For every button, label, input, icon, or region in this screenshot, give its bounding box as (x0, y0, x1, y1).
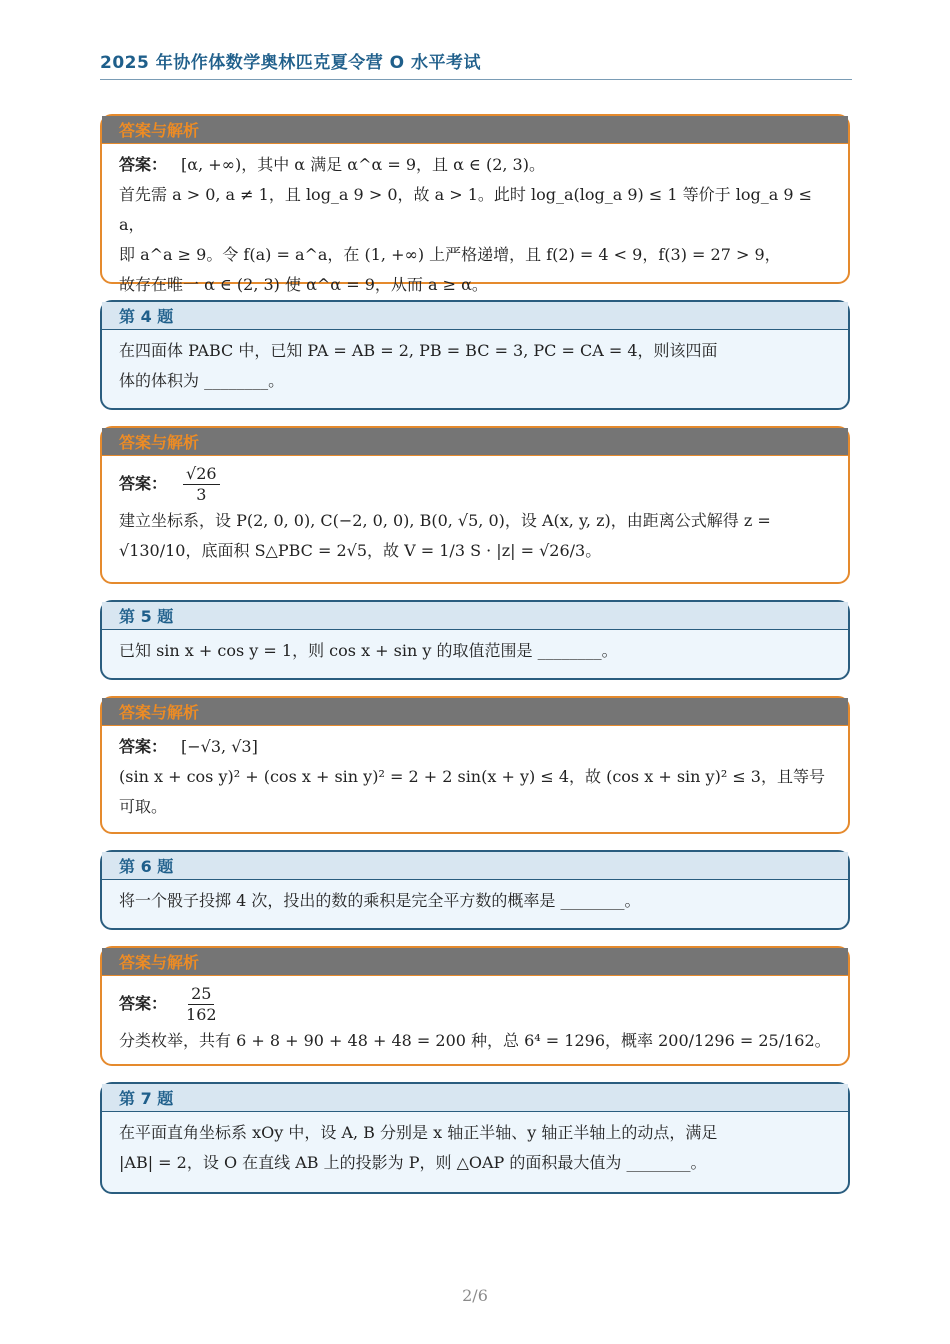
question-box-4 (100, 300, 850, 410)
question-line: 已知 sin x + cos y = 1，则 cos x + sin y 的取值范围是 ________。 (119, 641, 618, 660)
answer-box-q4 (100, 426, 850, 584)
question-title: 第 5 题 (102, 602, 848, 630)
answer-body (102, 726, 848, 830)
answer-box-q6 (100, 946, 850, 1066)
solution-line: 分类枚举，共有 6 + 8 + 90 + 48 + 48 = 200 种，总 6⁴ = 1296，概率 200/1296 = 25/162。 (119, 1031, 831, 1050)
solution-line: 即 a^a ≥ 9。令 f(a) = a^a，在 (1, +∞) 上严格递增，且 f(2) = 4 < 9，f(3) = 27 > 9， (119, 245, 781, 264)
solution-line: 可取。 (119, 797, 168, 816)
solution-line: √130/10，底面积 S△PBC = 2√5，故 V = 1/3 S · |z| = √26/3。 (119, 541, 602, 560)
question-title: 第 4 题 (102, 302, 848, 330)
fraction-numerator: √26 (183, 464, 220, 485)
answer-line (119, 732, 831, 762)
question-box-7 (100, 1082, 850, 1194)
answer-body (102, 976, 848, 1064)
answer-label: 答案： (119, 155, 168, 174)
question-line: 将一个骰子投掷 4 次，投出的数的乘积是完全平方数的概率是 ________。 (119, 891, 641, 910)
question-title: 第 7 题 (102, 1084, 848, 1112)
question-body (102, 630, 848, 674)
fraction-denominator: 3 (196, 485, 207, 504)
answer-line (119, 150, 831, 180)
question-line: 在四面体 PABC 中，已知 PA = AB = 2, PB = BC = 3, PC = CA = 4，则该四面 (119, 341, 718, 360)
answer-body (102, 456, 848, 574)
question-box-5 (100, 600, 850, 680)
page-header (100, 52, 852, 80)
question-title: 第 6 题 (102, 852, 848, 880)
answer-value: [−√3, √3] (181, 737, 258, 756)
answer-box-title: 答案与解析 (102, 116, 848, 144)
question-box-6 (100, 850, 850, 930)
answer-box-title: 答案与解析 (102, 428, 848, 456)
fraction-denominator: 162 (186, 1005, 217, 1024)
solution-line: (sin x + cos y)² + (cos x + sin y)² = 2 + 2 sin(x + y) ≤ 4，故 (cos x + sin y)² ≤ 3，且等号 (119, 767, 825, 786)
exam-title: 2025 年协作体数学奥林匹克夏令营 O 水平考试 (100, 53, 482, 73)
answer-box-title: 答案与解析 (102, 948, 848, 976)
solution-line: 建立坐标系，设 P(2, 0, 0), C(−2, 0, 0), B(0, √5, 0)，设 A(x, y, z)，由距离公式解得 z = (119, 511, 771, 530)
question-body (102, 880, 848, 924)
question-line: 在平面直角坐标系 xOy 中，设 A, B 分别是 x 轴正半轴、y 轴正半轴上的动点，满足 (119, 1123, 718, 1142)
question-body (102, 330, 848, 404)
question-line: 体的体积为 ________。 (119, 371, 285, 390)
answer-label: 答案： (119, 737, 168, 756)
answer-fraction (183, 984, 220, 1025)
answer-box-title: 答案与解析 (102, 698, 848, 726)
answer-box-q5 (100, 696, 850, 834)
page-number: 2/6 (462, 1286, 488, 1305)
question-body (102, 1112, 848, 1186)
solution-line: 故存在唯一 α ∈ (2, 3) 使 α^α = 9，从而 a ≥ α。 (119, 275, 488, 294)
answer-line (119, 462, 831, 506)
answer-value: [α, +∞)，其中 α 满足 α^α = 9，且 α ∈ (2, 3)。 (181, 155, 545, 174)
answer-line (119, 982, 831, 1026)
answer-fraction (183, 464, 220, 505)
answer-label: 答案： (119, 994, 168, 1013)
question-line: |AB| = 2，设 O 在直线 AB 上的投影为 P，则 △OAP 的面积最大值为 ________。 (119, 1153, 707, 1172)
answer-box-q3 (100, 114, 850, 294)
answer-body (102, 144, 848, 308)
answer-label: 答案： (119, 474, 168, 493)
solution-line: 首先需 a > 0, a ≠ 1，且 log_a 9 > 0，故 a > 1。此时 log_a(log_a 9) ≤ 1 等价于 log_a 9 ≤ a， (119, 185, 812, 234)
fraction-numerator: 25 (188, 984, 214, 1005)
